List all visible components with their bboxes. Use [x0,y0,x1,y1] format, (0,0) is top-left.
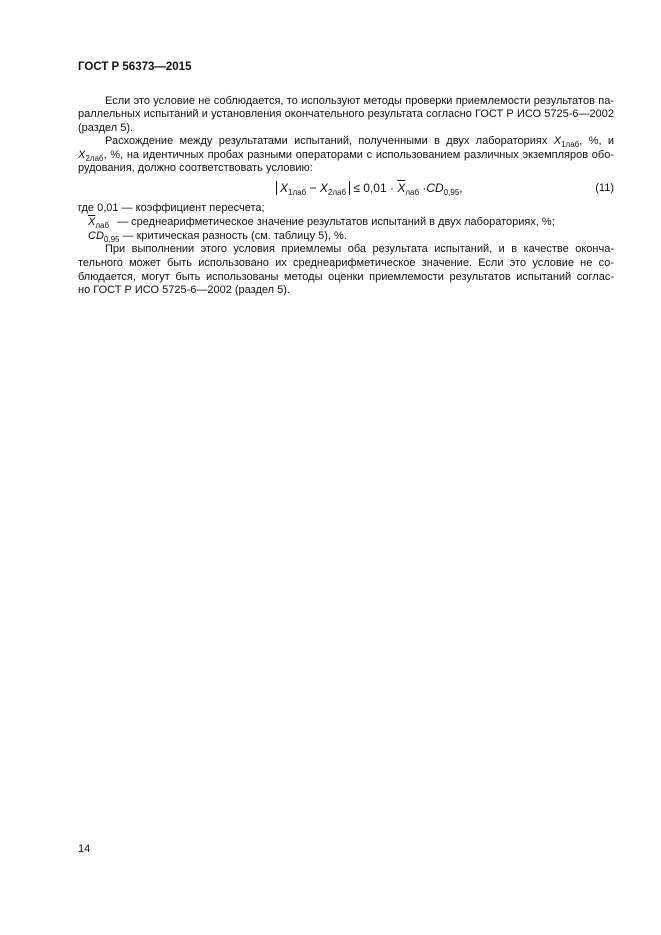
document-header: ГОСТ Р 56373—2015 [78,61,192,73]
var-x: X [553,135,562,147]
paragraph-line: раллельных испытаний и установления окончательного результата согласно ГОСТ Р ИСО 5725-6—2002 [78,108,614,120]
var-x-mean: $\overline{X}$ [397,181,406,195]
where-line [88,230,624,243]
subscript: 0,95 [103,235,120,244]
paragraph-line: (раздел 5). [78,122,134,134]
var-cd: CD [426,181,444,195]
var-x-mean: $\overline{X}$ [88,216,96,228]
subscript: лаб [405,188,420,197]
subscript: лаб [95,221,110,230]
paragraph-line: При выполнении этого условия приемлемы оба результата испытаний, и в качестве оконча- [105,243,614,255]
paragraph-line: рудования, должно соответствовать условию: [78,162,313,174]
le-sign: ≤ 0,01 · [350,181,398,195]
paragraph-line: Если это условие не соблюдается, то используют методы проверки приемлемости результатов па- [105,95,614,107]
subscript: 1лаб [561,140,580,148]
where-label: где [78,202,95,214]
coefficient: 0,01 [97,202,119,214]
paragraph-line [78,149,614,162]
text: , %, и [579,135,614,147]
paragraph-line: блюдается, могут быть использованы методы оценки приемлемости результатов испытаний соглас- [78,271,614,283]
dot: · [419,181,427,195]
minus: − [306,181,320,195]
paragraph-line: но ГОСТ Р ИСО 5725-6—2002 (раздел 5). [78,284,290,296]
var-x: X [319,181,328,195]
var-x: X [280,181,289,195]
subscript: 2лаб [327,188,347,197]
where-line [88,216,624,229]
paragraph-line [105,135,614,148]
var-x: X [78,149,86,161]
equation-number: (11) [595,182,614,194]
text: Расхождение между результатами испытаний, полученными в двух лабораториях [105,135,548,147]
subscript: 0,95 [443,188,460,197]
comma: , [459,181,463,195]
formula [276,181,463,195]
text: , %, на идентичных пробах разными операторами с использованием различных экземпляров обо- [103,149,614,161]
definition: — критическая разность (см. таблицу 5), %. [119,230,347,242]
where-line [78,202,614,215]
subscript: 2лаб [85,154,104,162]
definition: — коэффициент пересчета; [118,202,265,214]
var-cd: CD [88,230,104,242]
page-number: 14 [78,843,91,855]
absolute-value [276,181,350,195]
definition: — среднеарифметическое значение результатов испытаний в двух лабораториях, %; [114,216,555,228]
paragraph-line: тельного может быть использовано их среднеарифметическое значение. Если это условие не со- [78,257,614,269]
subscript: 1лаб [288,188,307,197]
